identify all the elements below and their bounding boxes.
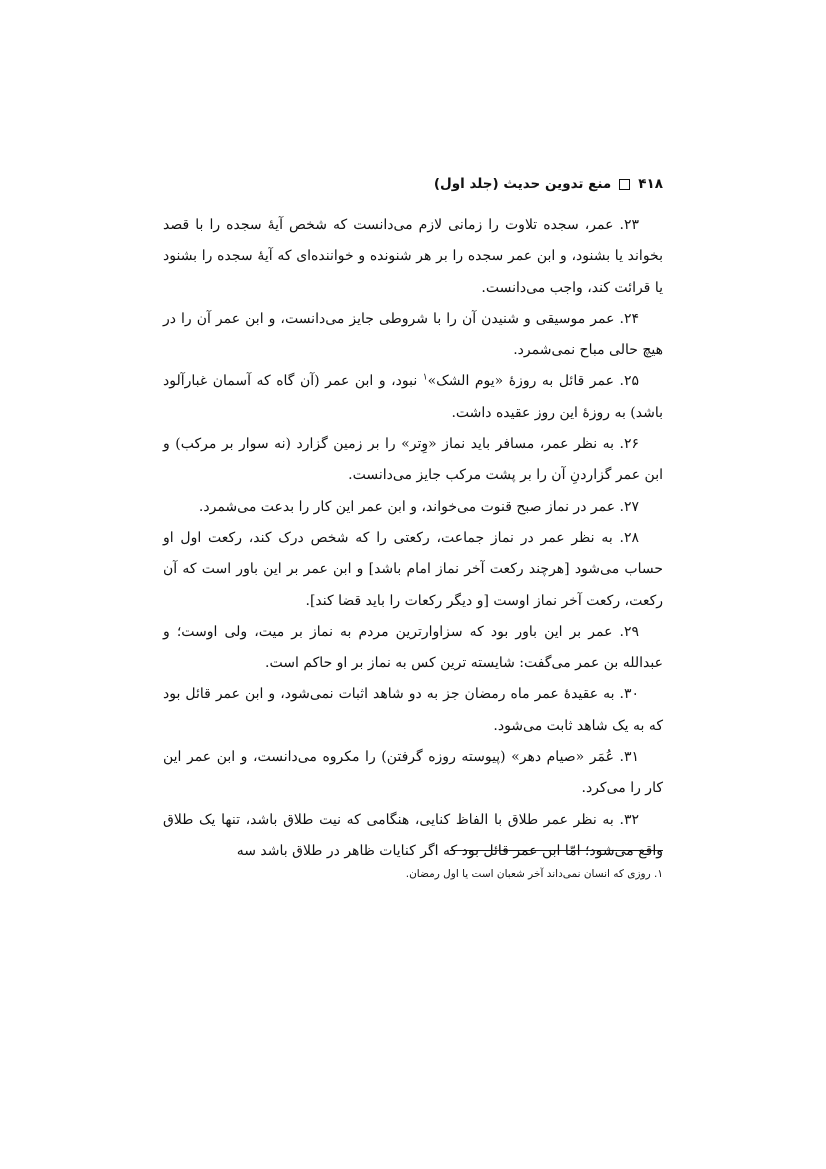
paragraph-30: ۳۰. به عقیدهٔ عمر ماه رمضان جز به دو شاهد اثبات نمی‌شود، و ابن عمر قائل بود که به یک شاهد ثابت می‌شود. [163, 686, 663, 734]
footnote-divider [450, 850, 663, 851]
page-number: ۴۱۸ [638, 176, 663, 192]
paragraph-31: ۳۱. عُمَر «صیام دهر» (پیوسته روزه گرفتن) را مکروه می‌دانست، و ابن عمر این کار را می‌کرد. [163, 749, 663, 797]
paragraph-25-text-end: نبود، و ابن عمر (آن گاه که آسمان غبارآلود باشد) به روزهٔ این روز عقیده داشت. [163, 373, 663, 421]
body-text [163, 210, 663, 867]
paragraph-26: ۲۶. به نظر عمر، مسافر باید نماز «وِتر» را بر زمین گزارد (نه سوار بر مرکب) و ابن عمر گزاردنِ آن را بر پشت مرکب جایز می‌دانست. [163, 436, 663, 484]
paragraph-24: ۲۴. عمر موسیقی و شنیدن آن را با شروطی جایز می‌دانست، و ابن عمر آن را در هیچ حالی مباح نمی‌شمرد. [163, 310, 663, 359]
page-header [163, 172, 663, 196]
paragraph-32: ۳۲. به نظر عمر طلاق با الفاظ کنایی، هنگامی که نیت طلاق باشد، تنها یک طلاق واقع می‌شود؛ امّا ابن عمر قائل بود که اگر کنایات ظاهر در طلاق باشد سه [163, 811, 663, 859]
paragraph-27: ۲۷. عمر در نماز صبح قنوت می‌خواند، و ابن عمر این کار را بدعت می‌شمرد. [198, 498, 639, 515]
footnote-reference[interactable]: ۱ [422, 372, 428, 383]
paragraph-25 [163, 366, 663, 429]
footnote: ۱. روزی که انسان نمی‌داند آخر شعبان است یا اول رمضان. [405, 868, 663, 880]
paragraph-28: ۲۸. به نظر عمر در نماز جماعت، رکعتی را که شخص درک کند، رکعت اول او حساب می‌شود [هرچند رکعت آخر نماز امام باشد] و ابن عمر بر این باور است که آن رکعت، رکعت آخر نماز اوست [و دیگر رکعات را باید قضا کند]. [163, 529, 663, 609]
paragraph-29: ۲۹. عمر بر این باور بود که سزاوارترین مردم به نماز بر میت، ولی اوست؛ و عبدالله بن عمر می‌گفت: شایسته ترین کس به نماز بر او حاکم است. [163, 623, 663, 672]
square-icon [619, 179, 630, 190]
paragraph-23: ۲۳. عمر، سجده تلاوت را زمانی لازم می‌دانست که شخص آیهٔ سجده را با قصد بخواند یا بشنود، و ابن عمر سجده را بر هر شنونده و خواننده‌ای که آیهٔ سجده را بشنود یا قرائت کند، واجب می‌دانست. [163, 217, 663, 296]
paragraph-25-text: ۲۵. عمر قائل به روزهٔ «یوم الشک» [427, 373, 639, 390]
running-title: منع تدوین حدیث (جلد اول) [433, 176, 612, 192]
